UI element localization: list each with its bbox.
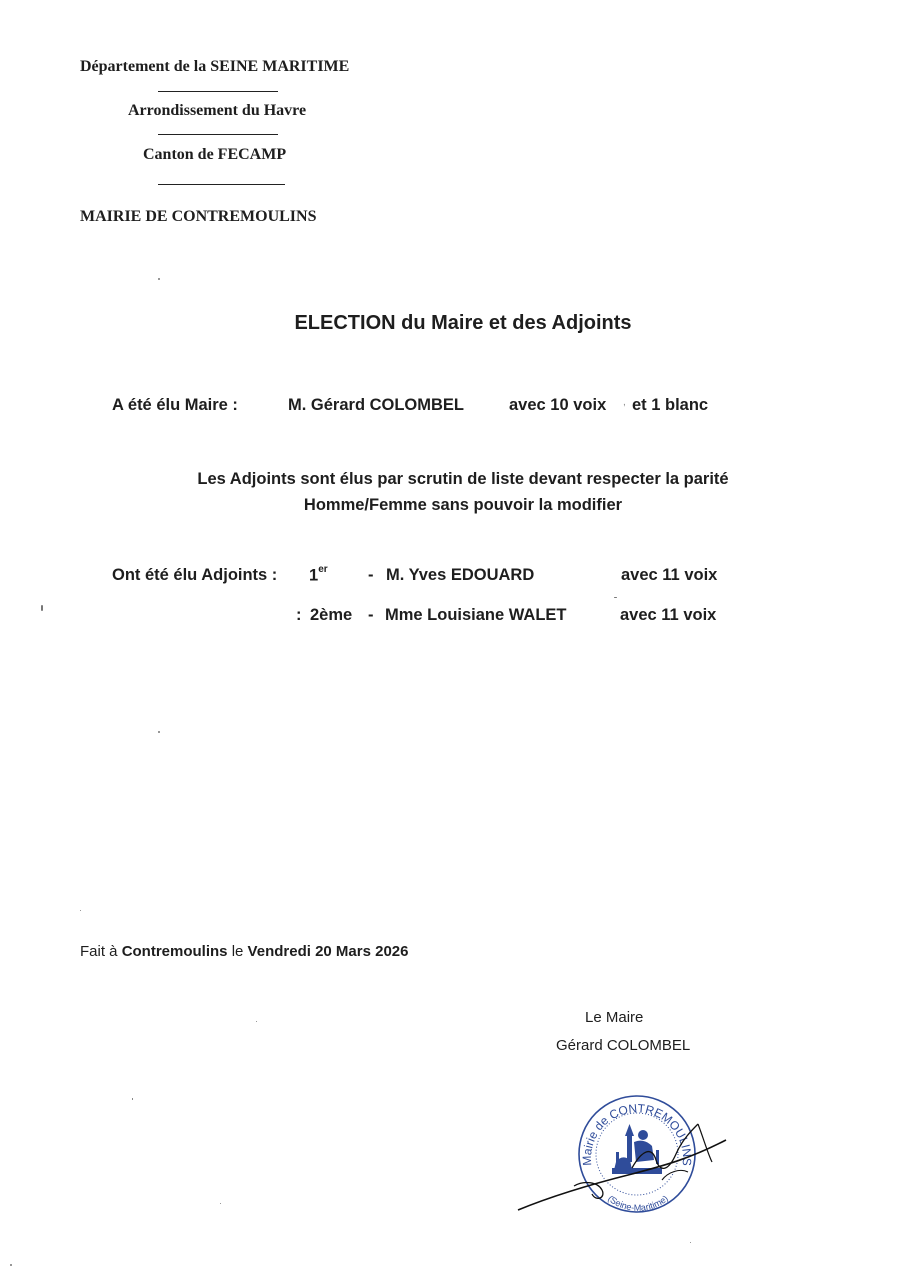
scan-speck (690, 1242, 691, 1243)
scan-speck (158, 278, 160, 280)
first-adjoint-rank-number: 1 (309, 566, 319, 585)
maire-votes: avec 10 voix (509, 396, 607, 414)
scan-speck (41, 605, 43, 611)
handwritten-signature (512, 1110, 732, 1220)
first-adjoint-dash: - (368, 566, 374, 584)
maire-name: M. Gérard COLOMBEL (288, 396, 465, 414)
stamp-bottom-text: (Seine-Maritime) (605, 1193, 671, 1213)
maire-label: A été élu Maire : (112, 396, 238, 414)
arrondissement-line: Arrondissement du Havre (128, 102, 307, 119)
second-adjoint-colon: : (296, 606, 302, 624)
maire-votes-separator: , (623, 397, 626, 408)
stamp-outer-text: Mairie de CONTREMOULINS (579, 1101, 695, 1167)
signature-name: Gérard COLOMBEL (556, 1037, 691, 1054)
signature-role: Le Maire (585, 1009, 644, 1026)
place-date-line (80, 943, 408, 960)
second-adjoint-dash: - (368, 606, 374, 624)
first-adjoint-name: M. Yves EDOUARD (386, 566, 535, 584)
place-name: Contremoulins (121, 943, 228, 960)
adjoints-label: Ont été élu Adjoints : (112, 566, 278, 584)
scan-speck (80, 910, 81, 911)
second-adjoint-name: Mme Louisiane WALET (385, 606, 567, 624)
page-title: ELECTION du Maire et des Adjoints (294, 312, 632, 334)
canton-line: Canton de FECAMP (143, 146, 287, 163)
second-adjoint-votes: avec 11 voix (620, 606, 717, 624)
department-line: Département de la SEINE MARITIME (80, 58, 350, 75)
scan-speck (614, 597, 617, 598)
mairie-line: MAIRIE DE CONTREMOULINS (80, 208, 317, 225)
parity-note-line2: Homme/Femme sans pouvoir la modifier (303, 496, 623, 514)
header-divider (158, 184, 285, 185)
first-adjoint-rank (309, 566, 328, 586)
maire-blank: et 1 blanc (632, 396, 709, 414)
parity-note-line1: Les Adjoints sont élus par scrutin de liste devant respecter la parité (197, 470, 729, 488)
scan-speck (158, 731, 160, 733)
header-divider (158, 134, 278, 135)
header-divider (158, 91, 278, 92)
signing-date: Vendredi 20 Mars 2026 (247, 943, 409, 960)
place-date-mid: le (227, 943, 248, 960)
scan-speck (220, 1203, 221, 1204)
scan-speck (10, 1264, 12, 1266)
first-adjoint-votes: avec 11 voix (621, 566, 718, 584)
scan-speck (132, 1098, 133, 1100)
scan-speck (256, 1021, 257, 1022)
second-adjoint-rank: 2ème (310, 606, 353, 624)
place-date-prefix: Fait à (80, 943, 122, 960)
first-adjoint-rank-suffix: er (318, 564, 328, 575)
